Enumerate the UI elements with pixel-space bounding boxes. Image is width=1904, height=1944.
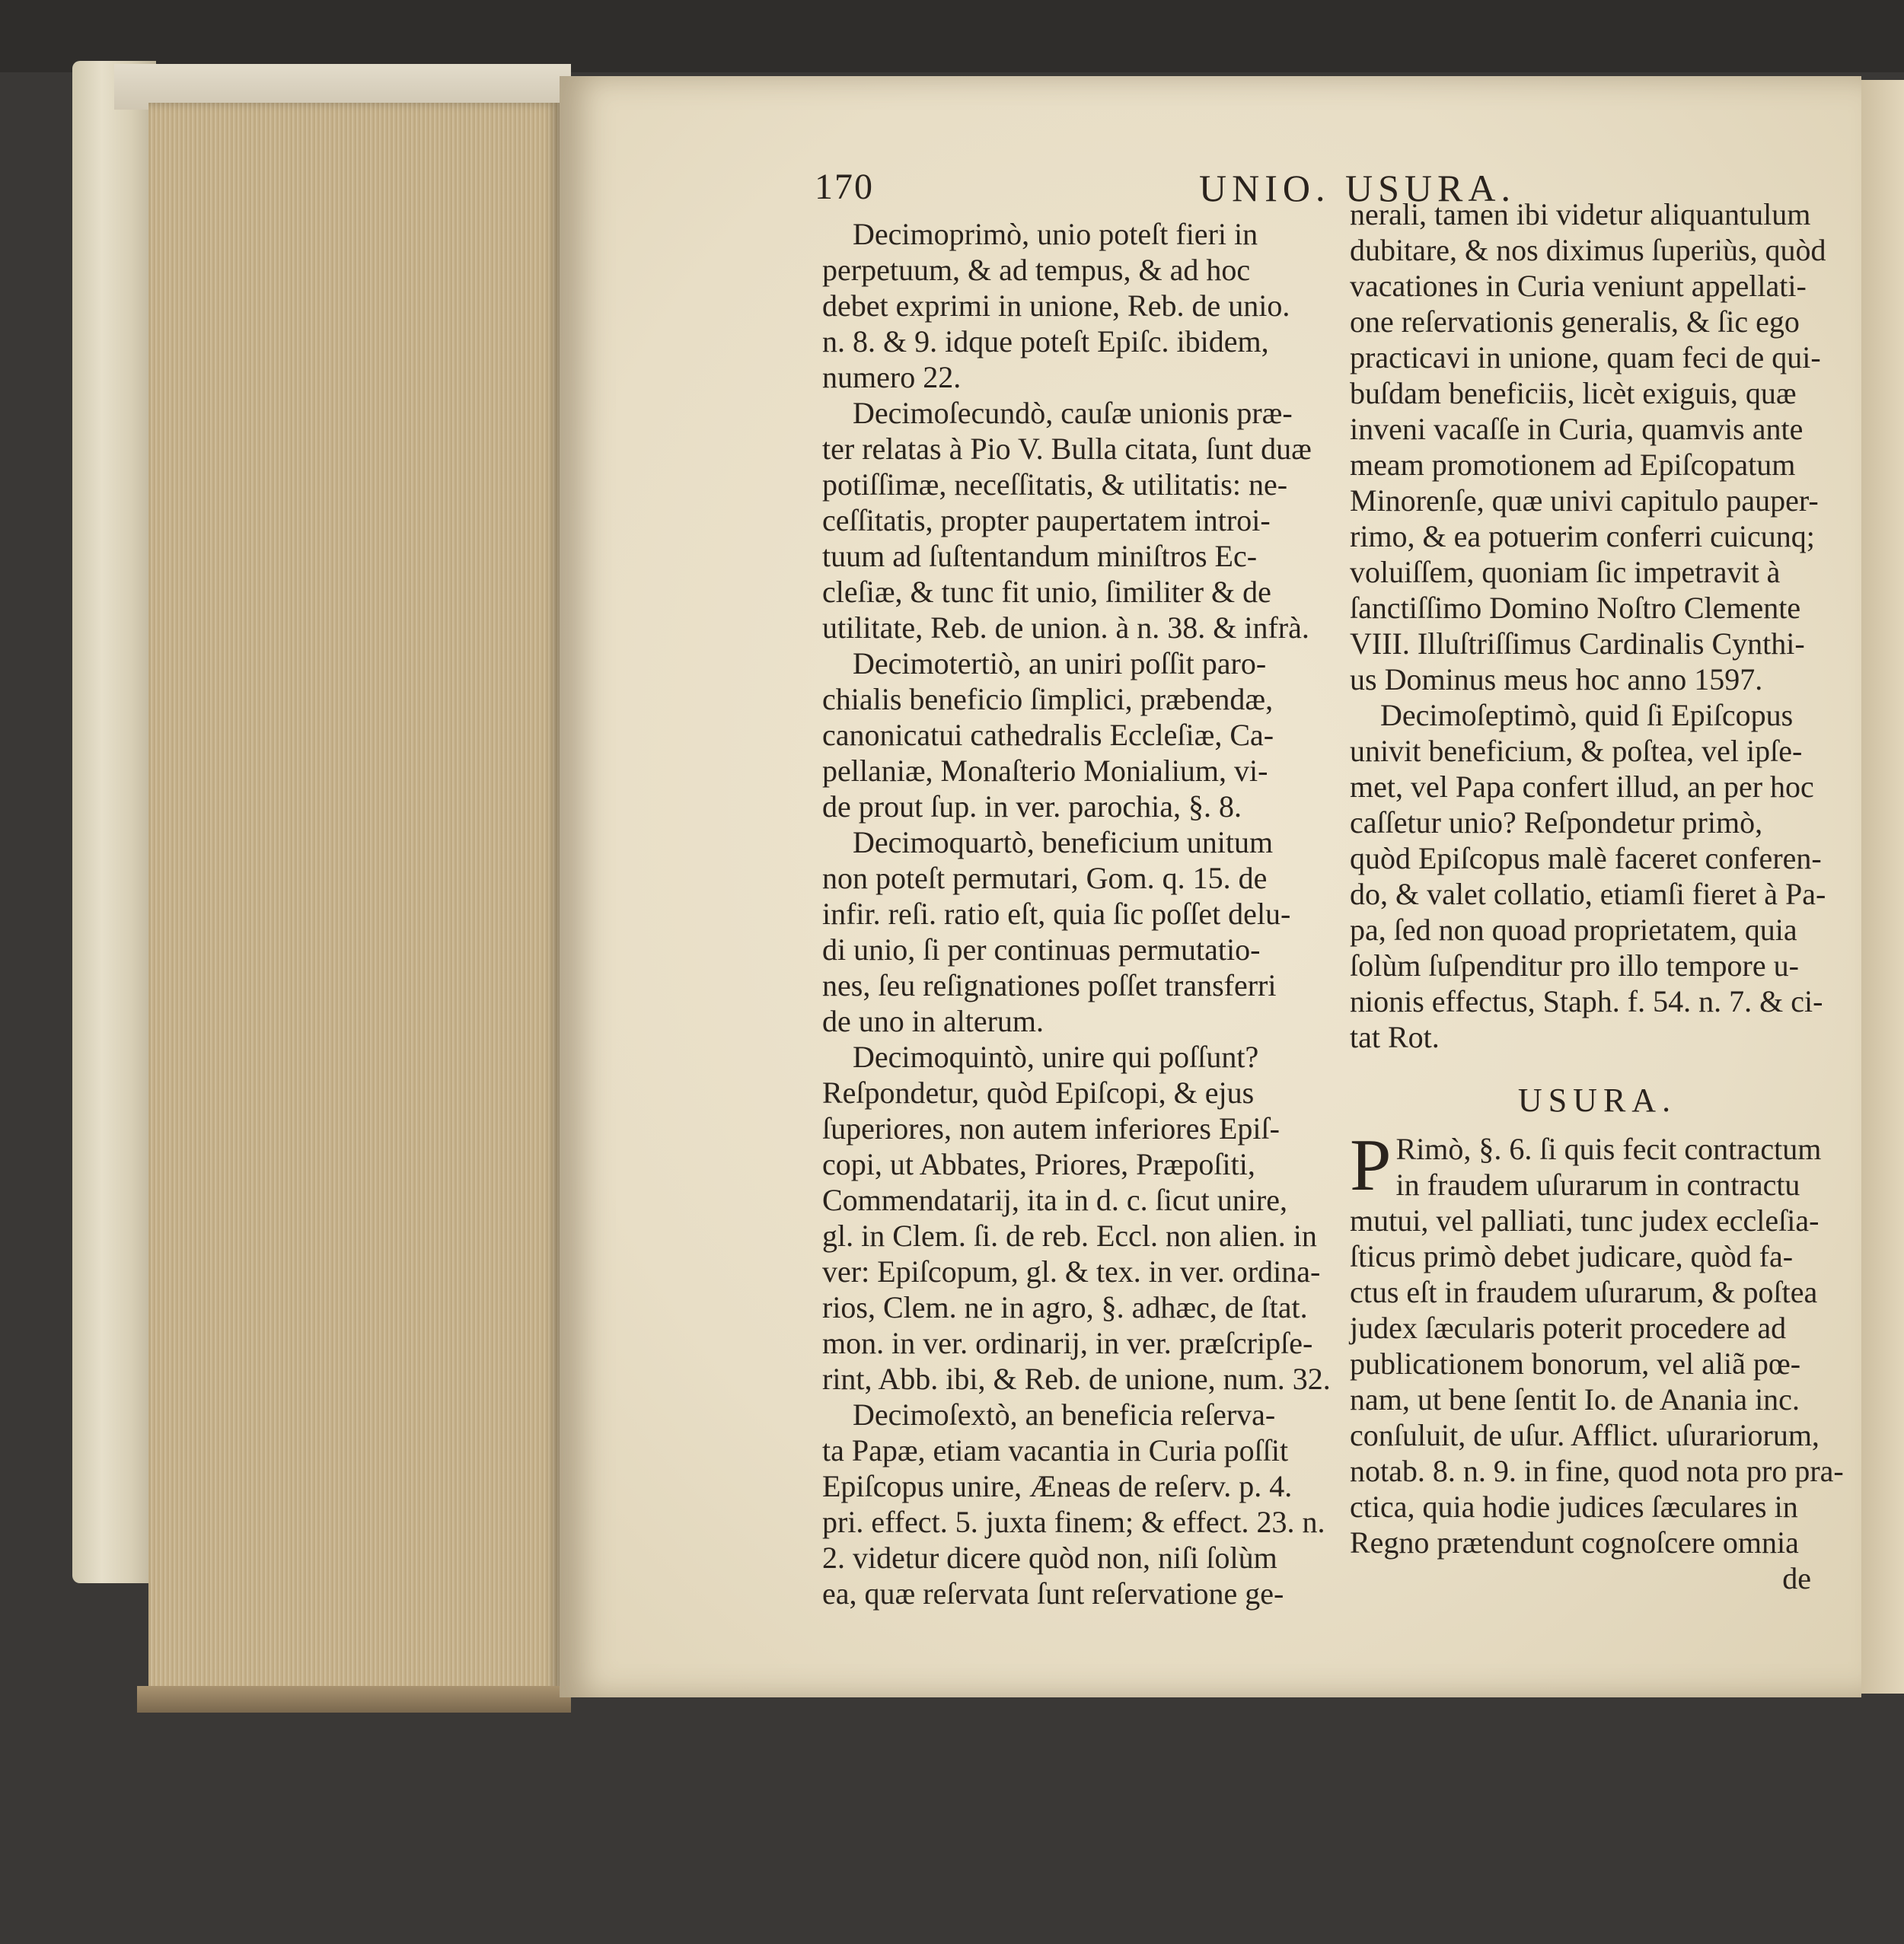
right-column-bottom-text (1350, 1167, 1844, 1560)
text-line: de prout ſup. in ver. parochia, §. 8. (822, 789, 1242, 824)
facing-page-edge (1861, 80, 1904, 1694)
text-line: in fraudem uſurarum in contractu (1395, 1168, 1800, 1202)
text-line: Decimoprimò, unio poteſt fieri in (853, 217, 1258, 251)
text-line: us Dominus meus hoc anno 1597. (1350, 662, 1763, 696)
text-line: Decimotertiò, an uniri poſſit paro- (853, 646, 1267, 680)
text-line: mon. in ver. ordinarij, in ver. præſcripſe- (822, 1326, 1313, 1360)
text-line: Epiſcopus unire, Æneas de reſerv. p. 4. (822, 1469, 1293, 1503)
text-line: ſticus primò debet judicare, quòd fa- (1350, 1239, 1794, 1273)
text-line: voluiſſem, quoniam ſic impetravit à (1350, 555, 1781, 589)
vellum-binding (72, 61, 156, 1583)
text-line: rios, Clem. ne in agro, §. adhæc, de ſtat. (822, 1290, 1308, 1324)
catchword: de (1782, 1561, 1811, 1595)
left-text-column (822, 216, 1331, 1611)
text-line: pri. effect. 5. juxta finem; & effect. 23. n. (822, 1505, 1325, 1539)
text-line: Decimoquartò, beneficium unitum (853, 825, 1274, 859)
text-line: Regno prætendunt cognoſcere omnia (1350, 1525, 1799, 1560)
text-line: ſolùm ſuſpenditur pro illo tempore u- (1350, 948, 1799, 983)
text-line: ctica, quia hodie judices ſæculares in (1350, 1490, 1798, 1524)
text-line: Decimoſecundò, cauſæ unionis præ- (853, 396, 1293, 430)
text-line: non poteſt permutari, Gom. q. 15. de (822, 861, 1268, 895)
running-title: UNIO. USURA. (1199, 167, 1516, 209)
text-line: ter relatas à Pio V. Bulla citata, ſunt duæ (822, 432, 1312, 466)
text-line: 2. videtur dicere quòd non, niſi ſolùm (822, 1541, 1277, 1575)
text-line: univit beneficium, & poſtea, vel ipſe- (1350, 734, 1803, 768)
text-line: quòd Epiſcopus malè faceret conferen- (1350, 841, 1822, 875)
text-line: publicationem bonorum, vel aliã pœ- (1350, 1346, 1801, 1381)
text-line: Rimò, §. 6. ſi quis fecit contractum (1395, 1132, 1822, 1166)
text-line: ſuperiores, non autem inferiores Epiſ- (822, 1111, 1280, 1146)
text-line: debet exprimi in unione, Reb. de unio. (822, 288, 1290, 323)
text-line: do, & valet collatio, etiamſi fieret à Pa- (1350, 877, 1826, 911)
text-line: copi, ut Abbates, Priores, Præpoſiti, (822, 1147, 1255, 1181)
text-line: Reſpondetur, quòd Epiſcopi, & ejus (822, 1076, 1255, 1110)
text-line: Decimoſextò, an beneficia reſerva- (853, 1397, 1276, 1432)
text-line: pellaniæ, Monaſterio Monialium, vi- (822, 754, 1268, 788)
text-line: ctus eſt in fraudem uſurarum, & poſtea (1350, 1275, 1818, 1309)
text-line: vacationes in Curia veniunt appellati- (1350, 269, 1807, 303)
usura-opening-paragraph (1350, 1124, 1844, 1560)
text-line: ſanctiſſimo Domino Noſtro Clemente (1350, 591, 1801, 625)
text-line: nerali, tamen ibi videtur aliquantulum (1350, 197, 1811, 231)
text-line: utilitate, Reb. de union. à n. 38. & infrà. (822, 610, 1309, 645)
text-line: de uno in alterum. (822, 1004, 1044, 1038)
text-line: n. 8. & 9. idque poteſt Epiſc. ibidem, (822, 324, 1269, 359)
text-line: Decimoquintò, unire qui poſſunt? (853, 1040, 1259, 1074)
text-line: rimo, & ea potuerim conferri cuicunq; (1350, 519, 1815, 553)
text-line: pa, ſed non quoad proprietatem, quia (1350, 913, 1797, 947)
text-line: tuum ad ſuſtentandum miniſtros Ec- (822, 539, 1258, 573)
page-block-bottom (137, 1686, 571, 1713)
text-line: cleſiæ, & tunc fit unio, ſimiliter & de (822, 575, 1271, 609)
text-line: di unio, ſi per continuas permutatio- (822, 932, 1261, 967)
background-dark-top (0, 0, 1904, 72)
text-line: ta Papæ, etiam vacantia in Curia poſſit (822, 1433, 1289, 1468)
page-number: 170 (815, 167, 874, 207)
text-line: nionis effectus, Staph. f. 54. n. 7. & ci- (1350, 984, 1823, 1018)
text-line: numero 22. (822, 360, 962, 394)
drop-cap: P (1350, 1124, 1392, 1206)
text-line: caſſetur unio? Reſpondetur primò, (1350, 805, 1763, 840)
text-line: notab. 8. n. 9. in fine, quod nota pro pra- (1350, 1454, 1844, 1488)
text-line: mutui, vel palliati, tunc judex eccleſia- (1350, 1203, 1819, 1238)
text-line: met, vel Papa confert illud, an per hoc (1350, 770, 1814, 804)
text-line: conſuluit, de uſur. Afflict. uſurariorum, (1350, 1418, 1819, 1452)
text-line: tat Rot. (1350, 1020, 1440, 1054)
text-line: canonicatui cathedralis Eccleſiæ, Ca- (822, 718, 1274, 752)
text-line: ea, quæ reſervata ſunt reſervatione ge- (822, 1576, 1284, 1611)
text-line: chialis beneficio ſimplici, præbendæ, (822, 682, 1274, 716)
page-block-edge (148, 103, 560, 1697)
text-line: meam promotionem ad Epiſcopatum (1350, 448, 1796, 482)
text-line: dubitare, & nos diximus ſuperiùs, quòd (1350, 233, 1826, 267)
right-text-column (1350, 196, 1844, 1596)
text-line: practicavi in unione, quam feci de qui- (1350, 340, 1821, 374)
text-line: rint, Abb. ibi, & Reb. de unione, num. 32. (822, 1362, 1331, 1396)
right-column-top-text (1350, 196, 1826, 1055)
text-line: VIII. Illuſtriſſimus Cardinalis Cynthi- (1350, 626, 1805, 661)
text-line: perpetuum, & ad tempus, & ad hoc (822, 253, 1251, 287)
text-line: nam, ut bene ſentit Io. de Anania inc. (1350, 1382, 1800, 1417)
text-line: Minorenſe, quæ univi capitulo pauper- (1350, 483, 1819, 518)
section-heading-usura: USURA. (1517, 1082, 1677, 1119)
text-line: buſdam beneficiis, licèt exiguis, quæ (1350, 376, 1797, 410)
text-line: ceſſitatis, propter paupertatem introi- (822, 503, 1271, 537)
text-line: nes, ſeu reſignationes poſſet transferri (822, 968, 1277, 1002)
text-line: inveni vacaſſe in Curia, quamvis ante (1350, 412, 1804, 446)
text-line: one reſervationis generalis, & ſic ego (1350, 304, 1800, 339)
text-line: gl. in Clem. ſi. de reb. Eccl. non alien. in (822, 1219, 1317, 1253)
text-line: Commendatarij, ita in d. c. ſicut unire, (822, 1183, 1287, 1217)
text-line: potiſſimæ, neceſſitatis, & utilitatis: ne- (822, 467, 1288, 502)
text-line: infir. reſi. ratio eſt, quia ſic poſſet delu- (822, 897, 1291, 931)
text-line: judex ſæcularis poterit procedere ad (1350, 1311, 1787, 1345)
text-line: Decimoſeptimò, quid ſi Epiſcopus (1380, 698, 1794, 732)
text-line: ver: Epiſcopum, gl. & tex. in ver. ordina- (822, 1254, 1321, 1289)
